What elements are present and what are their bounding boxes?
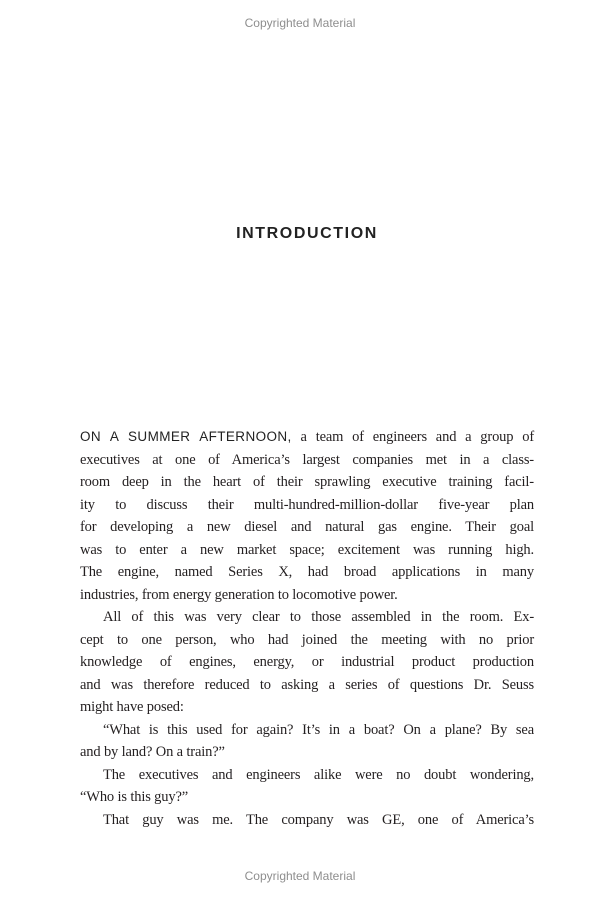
text-line: knowledge of engines, energy, or industrial product production xyxy=(80,654,534,670)
text-line: “What is this used for again? It’s in a boat? On a plane? By sea xyxy=(103,721,534,738)
text-line: cept to one person, who had joined the meeting with no prior xyxy=(80,631,534,648)
text-line: and by land? On a train?” xyxy=(80,744,225,760)
body-text xyxy=(80,426,534,831)
text-line: The executives and engineers alike were no doubt wondering, xyxy=(103,766,534,783)
text-line: might have posed: xyxy=(80,699,184,715)
copyright-notice-top: Copyrighted Material xyxy=(244,16,356,30)
leadin-text: ON A SUMMER AFTERNOON, xyxy=(80,429,292,444)
text-line: “Who is this guy?” xyxy=(80,789,189,805)
text-line: and was therefore reduced to asking a series of questions Dr. Seuss xyxy=(80,676,534,693)
text-line: The engine, named Series X, had broad applications in many xyxy=(80,564,534,580)
text-line: for developing a new diesel and natural gas engine. Their goal xyxy=(80,519,534,535)
text-line: That guy was me. The company was GE, one of America’s xyxy=(103,811,534,828)
text-line: industries, from energy generation to locomotive power. xyxy=(80,586,398,603)
chapter-heading: INTRODUCTION xyxy=(236,225,378,242)
copyright-notice-bottom: Copyrighted Material xyxy=(244,869,356,883)
text-line: executives at one of America’s largest companies met in a class- xyxy=(80,451,534,468)
text-line: room deep in the heart of their sprawling executive training facil- xyxy=(80,474,534,490)
text-line: was to enter a new market space; excitement was running high. xyxy=(80,541,534,558)
text-line: ON A SUMMER AFTERNOON, a team of engineers and a group of xyxy=(80,429,534,445)
text-line: All of this was very clear to those assembled in the room. Ex- xyxy=(103,609,534,625)
text-line: ity to discuss their multi-hundred-million-dollar five-year plan xyxy=(80,496,534,513)
